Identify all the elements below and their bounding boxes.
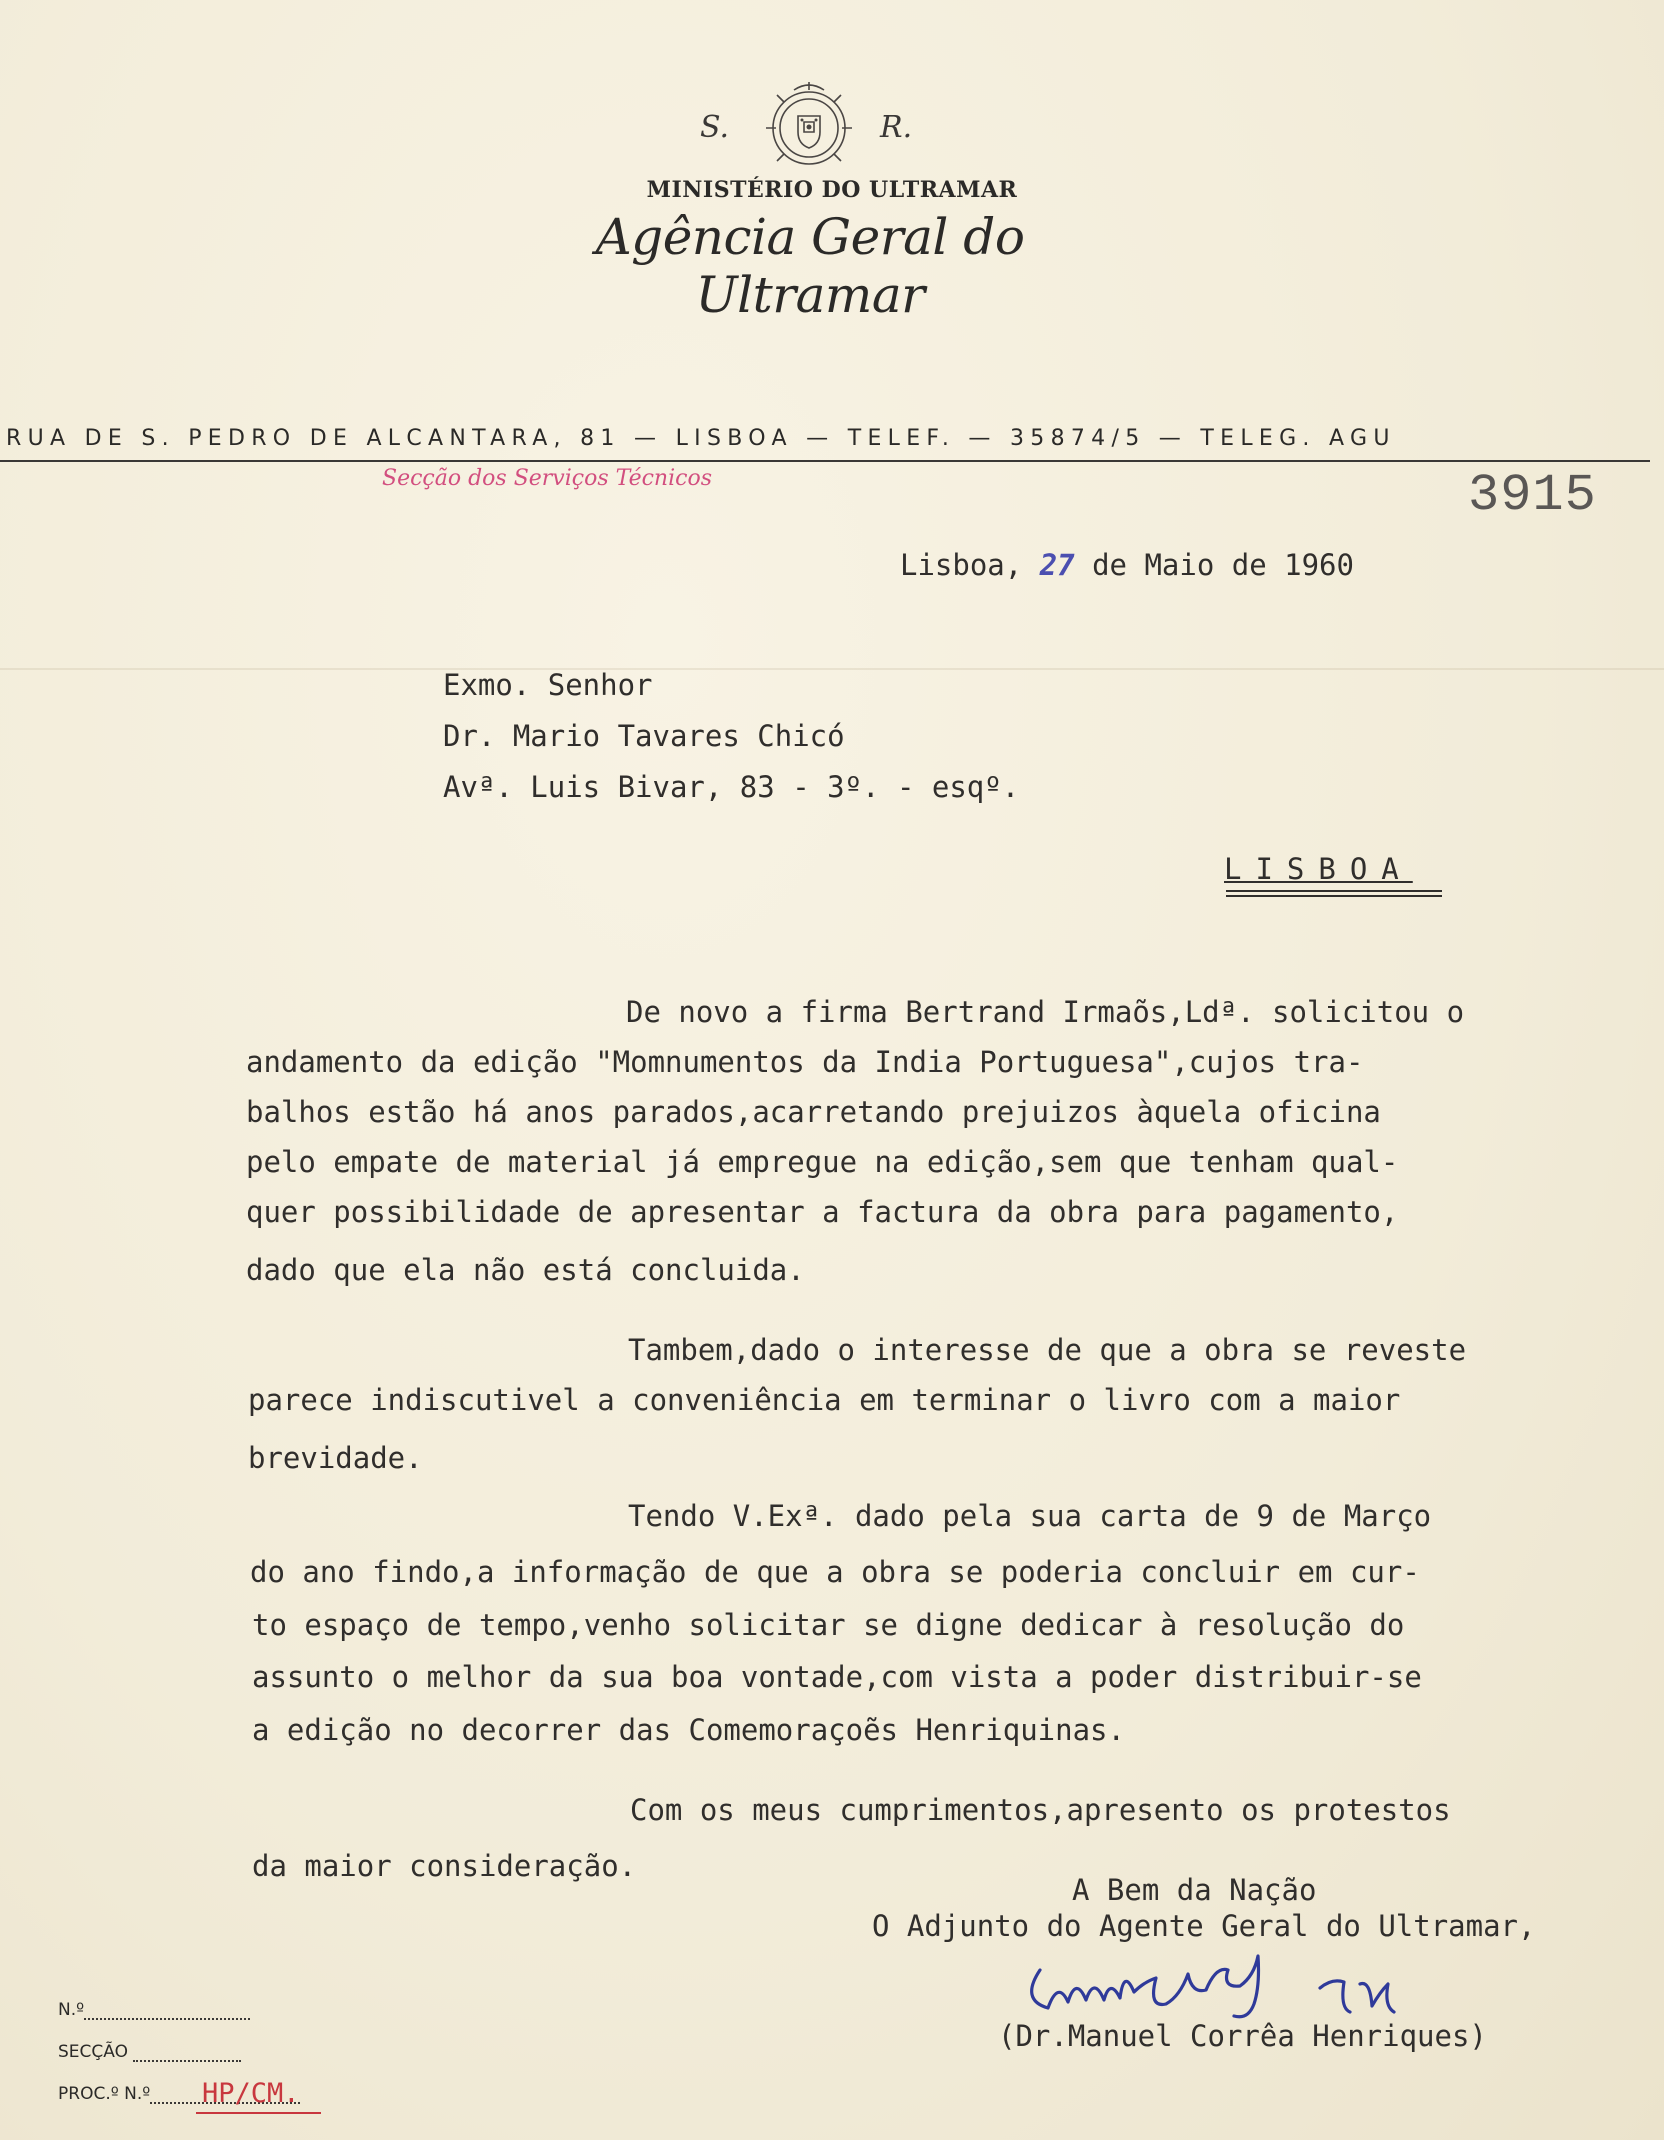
- initial-right: R.: [880, 110, 913, 145]
- coat-of-arms-icon: [754, 80, 864, 175]
- form-proc-value: HP/CM.: [202, 2078, 300, 2109]
- paper-fold: [0, 668, 1664, 670]
- closing-line-2: O Adjunto do Agente Geral do Ultramar,: [872, 1909, 1536, 1943]
- p2-line-2: parece indiscutivel a conveniência em terminar o livro com a maior: [248, 1383, 1401, 1417]
- recipient-line-1: Exmo. Senhor: [443, 668, 653, 702]
- section-stamp: Secção dos Serviços Técnicos: [382, 466, 712, 491]
- p3-line-5: a edição no decorrer das Comemoraçoẽs Henriquinas.: [252, 1713, 1125, 1747]
- closing-line-1: A Bem da Nação: [1072, 1873, 1317, 1907]
- p3-line-2: do ano findo,a informação de que a obra se poderia concluir em cur-: [250, 1555, 1420, 1589]
- recipient-line-2: Dr. Mario Tavares Chicó: [443, 719, 845, 753]
- form-number-row: [58, 2000, 250, 2020]
- p1-line-1: De novo a firma Bertrand Irmaõs,Ldª. solicitou o: [626, 995, 1465, 1029]
- recipient-city: LISBOA: [1224, 852, 1413, 886]
- ministry-title: [0, 177, 1664, 203]
- agency-title: Agência Geral do Ultramar: [595, 208, 1025, 324]
- p4-line-2: da maior consideração.: [252, 1849, 637, 1883]
- p3-line-1: Tendo V.Exª. dado pela sua carta de 9 de Março: [628, 1499, 1432, 1533]
- address-rule: [0, 460, 1650, 462]
- ministry-title-text: MINISTÉRIO DO ULTRAMAR: [646, 177, 1018, 203]
- recipient-line-3: Avª. Luis Bivar, 83 - 3º. - esqº.: [443, 770, 1020, 804]
- form-section-blank: [133, 2046, 241, 2062]
- date-prefix: Lisboa,: [900, 548, 1023, 582]
- signatory-name: (Dr.Manuel Corrêa Henriques): [998, 2019, 1487, 2053]
- p1-line-5: quer possibilidade de apresentar a factura da obra para pagamento,: [246, 1195, 1399, 1229]
- form-number-label: N.º: [58, 2000, 85, 2020]
- p1-line-6: dado que ela não está concluida.: [246, 1253, 805, 1287]
- crest-row: [690, 100, 940, 170]
- form-section-label: SECÇÃO: [58, 2042, 128, 2062]
- city-double-underline: [1226, 890, 1442, 897]
- p1-line-3: balhos estão há anos parados,acarretando prejuizos àquela oficina: [246, 1095, 1381, 1129]
- p3-line-4: assunto o melhor da sua boa vontade,com vista a poder distribuir-se: [252, 1660, 1422, 1694]
- form-proc-label: PROC.º N.º: [58, 2084, 151, 2104]
- p1-line-2: andamento da edição "Momnumentos da India Portuguesa",cujos tra-: [246, 1045, 1364, 1079]
- p4-line-1: Com os meus cumprimentos,apresento os protestos: [630, 1793, 1451, 1827]
- proc-red-underline: [196, 2112, 321, 2114]
- p3-line-3: to espaço de tempo,venho solicitar se digne dedicar à resolução do: [252, 1608, 1405, 1642]
- form-section-row: [58, 2042, 241, 2062]
- initial-left: S.: [700, 110, 730, 145]
- registry-number-stamp: 3915: [1468, 466, 1597, 525]
- date-day: 27: [1039, 548, 1075, 582]
- date-rest: de Maio de 1960: [1092, 548, 1354, 582]
- letterhead-address: RUA DE S. PEDRO DE ALCANTARA, 81 — LISBOA — TELEF. — 35874/5 — TELEG. AGU: [6, 426, 1396, 451]
- form-number-blank: [84, 2004, 250, 2020]
- p1-line-4: pelo empate de material já empregue na edição,sem que tenham qual-: [246, 1145, 1399, 1179]
- date-line: [900, 548, 1354, 582]
- p2-line-1: Tambem,dado o interesse de que a obra se reveste: [628, 1333, 1467, 1367]
- p2-line-3: brevidade.: [248, 1441, 423, 1475]
